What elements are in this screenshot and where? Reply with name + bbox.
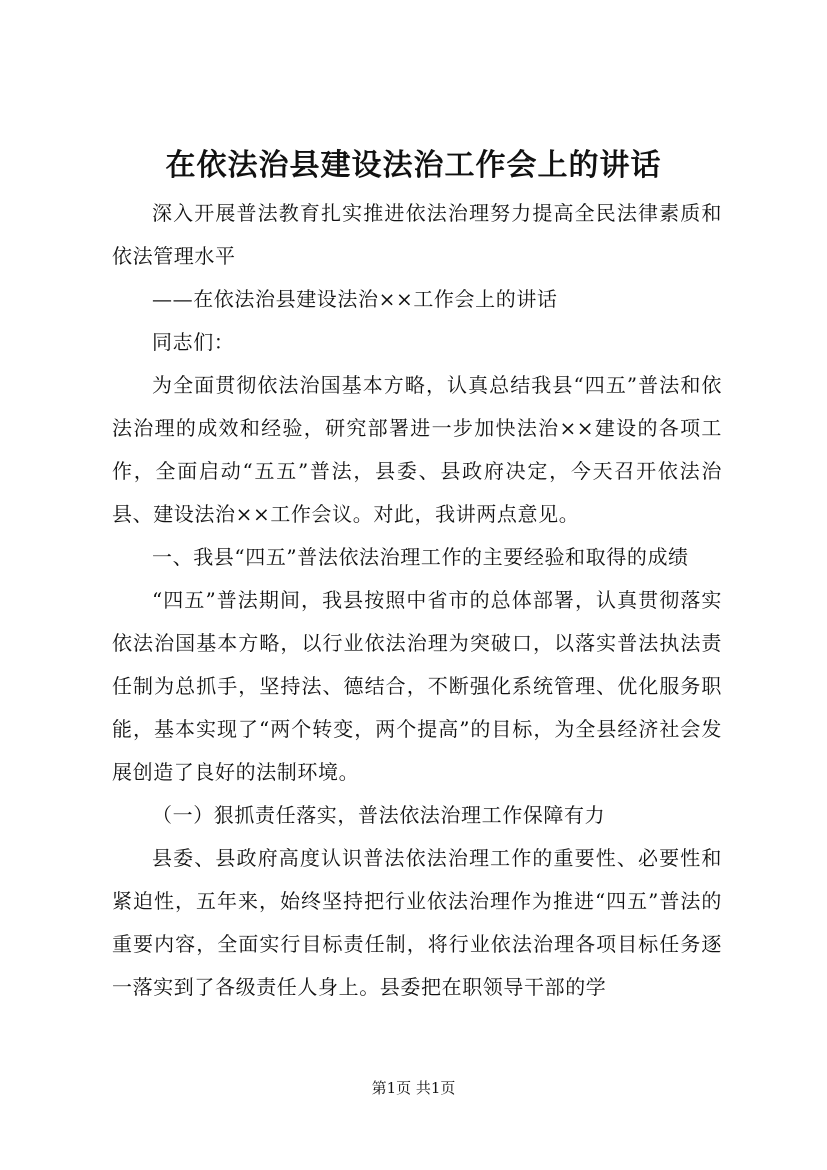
speech-occasion-line: ——在依法治县建设法治××工作会上的讲话 xyxy=(152,287,558,311)
page-number-footer: 第1页 共1页 xyxy=(371,1079,456,1097)
body-paragraph: “四五”普法期间，我县按照中省市的总体部署，认真贯彻落实依法治国基本方略，以行业依法治理为突破口，以落实普法执法责任制为总抓手，坚持法、德结合，不断强化系统管理、优化服务职能，基本实现了“两个转变，两个提高”的目标，为全县经济社会发展创造了良好的法制环境。 xyxy=(112,588,722,784)
subtitle-paragraph: 深入开展普法教育扎实推进依法治理努力提高全民法律素质和依法管理水平 xyxy=(112,201,722,268)
body-paragraph: 为全面贯彻依法治国基本方略，认真总结我县“四五”普法和依法治理的成效和经验，研究部署进一步加快法治××建设的各项工作，全面启动“五五”普法，县委、县政府决定，今天召开依法治县、建设法治××工作会议。对此，我讲两点意见。 xyxy=(112,373,722,526)
document-body xyxy=(112,192,722,1009)
salutation: 同志们： xyxy=(152,330,235,354)
body-paragraph: 县委、县政府高度认识普法依法治理工作的重要性、必要性和紧迫性，五年来，始终坚持把行业依法治理作为推进“四五”普法的重要内容，全面实行目标责任制，将行业依法治理各项目标任务逐一落实到了各级责任人身上。县委把在职领导干部的学 xyxy=(112,846,722,999)
document-title: 在依法治县建设法治工作会上的讲话 xyxy=(165,148,662,183)
section-heading: 一、我县“四五”普法依法治理工作的主要经验和取得的成绩 xyxy=(152,545,689,569)
subsection-heading: （一）狠抓责任落实，普法依法治理工作保障有力 xyxy=(152,803,606,827)
